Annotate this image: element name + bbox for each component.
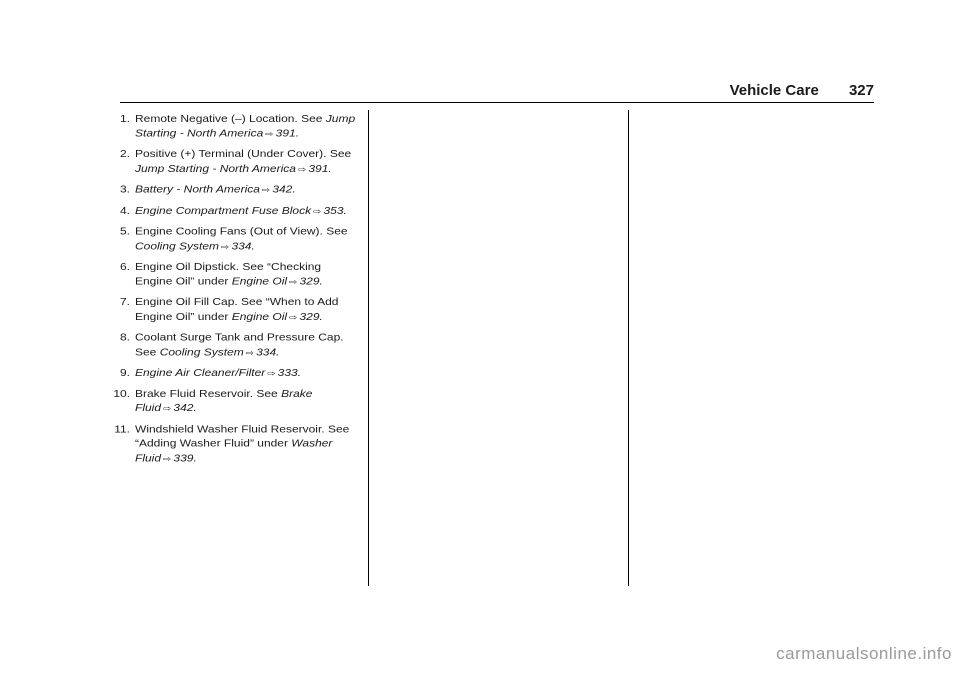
cross-reference-link[interactable]: Battery - North America	[135, 183, 260, 196]
page-ref-arrow-icon: ⇨	[163, 454, 172, 464]
item-text	[135, 225, 356, 255]
page-ref-arrow-icon: ⇨	[245, 348, 255, 358]
list-item	[106, 225, 356, 255]
list-item	[106, 204, 356, 219]
cross-reference-link[interactable]: Cooling System	[135, 239, 220, 252]
item-period: .	[276, 345, 280, 358]
cross-reference-link[interactable]: Engine Oil	[231, 310, 288, 322]
page-ref-arrow-icon: ⇨	[297, 165, 307, 175]
item-period: .	[319, 275, 323, 287]
page-ref-arrow-icon: ⇨	[289, 277, 298, 287]
item-text	[135, 331, 356, 361]
item-text	[135, 387, 356, 417]
list-item	[106, 183, 356, 198]
cross-reference-link[interactable]: Washer Fluid	[135, 437, 333, 464]
page-ref-arrow-icon: ⇨	[267, 369, 276, 379]
item-text	[135, 366, 356, 381]
item-text	[135, 147, 356, 177]
item-period: .	[292, 183, 296, 196]
list-item	[106, 295, 356, 325]
page-reference[interactable]: 339	[173, 451, 194, 464]
cross-reference-link[interactable]: Brake Fluid	[135, 387, 313, 414]
item-description: Windshield Washer Fluid Reservoir. See “Adding Washer Fluid” under	[135, 423, 350, 449]
item-text	[135, 422, 356, 466]
page-reference[interactable]: 329	[299, 310, 320, 322]
item-description: Positive (+) Terminal (Under Cover). See	[135, 148, 352, 160]
item-period: .	[251, 239, 255, 252]
cross-reference-link[interactable]: Jump Starting - North America	[135, 112, 356, 139]
list-item	[106, 366, 356, 381]
item-number: 1.	[119, 112, 130, 125]
item-period: .	[297, 366, 302, 379]
page-header	[730, 82, 874, 99]
page-reference[interactable]: 353	[323, 204, 344, 216]
item-period: .	[295, 127, 300, 139]
item-number: 11.	[114, 423, 130, 435]
item-number: 5.	[119, 225, 130, 237]
item-number: 2.	[119, 148, 130, 160]
item-text	[135, 112, 356, 142]
list-item	[106, 387, 356, 417]
item-period: .	[343, 204, 347, 216]
page-ref-arrow-icon: ⇨	[221, 242, 230, 252]
cross-reference-link[interactable]: Engine Oil	[231, 275, 288, 287]
column-divider-left	[368, 110, 369, 586]
item-number: 3.	[119, 183, 130, 196]
list-item	[106, 422, 356, 466]
page-ref-arrow-icon: ⇨	[289, 312, 298, 322]
column-divider-right	[628, 110, 629, 586]
item-description: Engine Oil Dipstick. See “Checking Engine Oil” under	[135, 260, 322, 287]
item-period: .	[193, 402, 197, 414]
list-item	[106, 260, 356, 290]
page-ref-arrow-icon: ⇨	[313, 206, 322, 216]
item-number: 7.	[119, 296, 130, 308]
legend-list	[106, 112, 356, 472]
watermark-text: carmanualsonline.info	[776, 644, 952, 663]
header-rule	[120, 102, 874, 103]
page-reference[interactable]: 334	[256, 345, 277, 358]
item-number: 10.	[113, 387, 130, 400]
item-description: Brake Fluid Reservoir. See	[135, 387, 282, 400]
list-item	[106, 331, 356, 361]
cross-reference-link[interactable]: Engine Air Cleaner/Filter	[135, 366, 266, 379]
page-reference[interactable]: 342	[173, 402, 194, 414]
page-reference[interactable]: 391	[308, 162, 329, 175]
item-period: .	[319, 310, 323, 322]
cross-reference-link[interactable]: Jump Starting - North America	[135, 162, 296, 175]
item-number: 6.	[119, 260, 130, 273]
cross-reference-link[interactable]: Cooling System	[159, 345, 244, 358]
item-number: 4.	[119, 204, 130, 216]
item-number: 9.	[119, 366, 130, 379]
item-text	[135, 204, 356, 219]
item-text	[135, 295, 356, 325]
cross-reference-link[interactable]: Engine Compartment Fuse Block	[135, 204, 312, 216]
page-reference[interactable]: 391	[275, 127, 296, 139]
item-description: Engine Cooling Fans (Out of View). See	[135, 225, 348, 237]
item-description: Engine Oil Fill Cap. See “When to Add Engine Oil” under	[135, 296, 339, 322]
page-reference[interactable]: 333	[277, 366, 298, 379]
page-ref-arrow-icon: ⇨	[265, 129, 274, 139]
list-item	[106, 147, 356, 177]
page-reference[interactable]: 329	[299, 275, 320, 287]
list-item	[106, 112, 356, 142]
page-number: 327	[848, 82, 874, 99]
item-period: .	[193, 451, 197, 464]
page-reference[interactable]: 334	[231, 239, 252, 252]
item-description: Remote Negative (–) Location. See	[135, 112, 326, 125]
item-text	[135, 260, 356, 290]
item-text	[135, 183, 356, 198]
page-reference[interactable]: 342	[272, 183, 293, 196]
page-ref-arrow-icon: ⇨	[261, 185, 271, 196]
page-ref-arrow-icon: ⇨	[163, 404, 172, 414]
item-period: .	[328, 162, 332, 175]
item-number: 8.	[119, 331, 130, 343]
item-description: Coolant Surge Tank and Pressure Cap. See	[135, 331, 344, 358]
section-title: Vehicle Care	[729, 82, 819, 99]
